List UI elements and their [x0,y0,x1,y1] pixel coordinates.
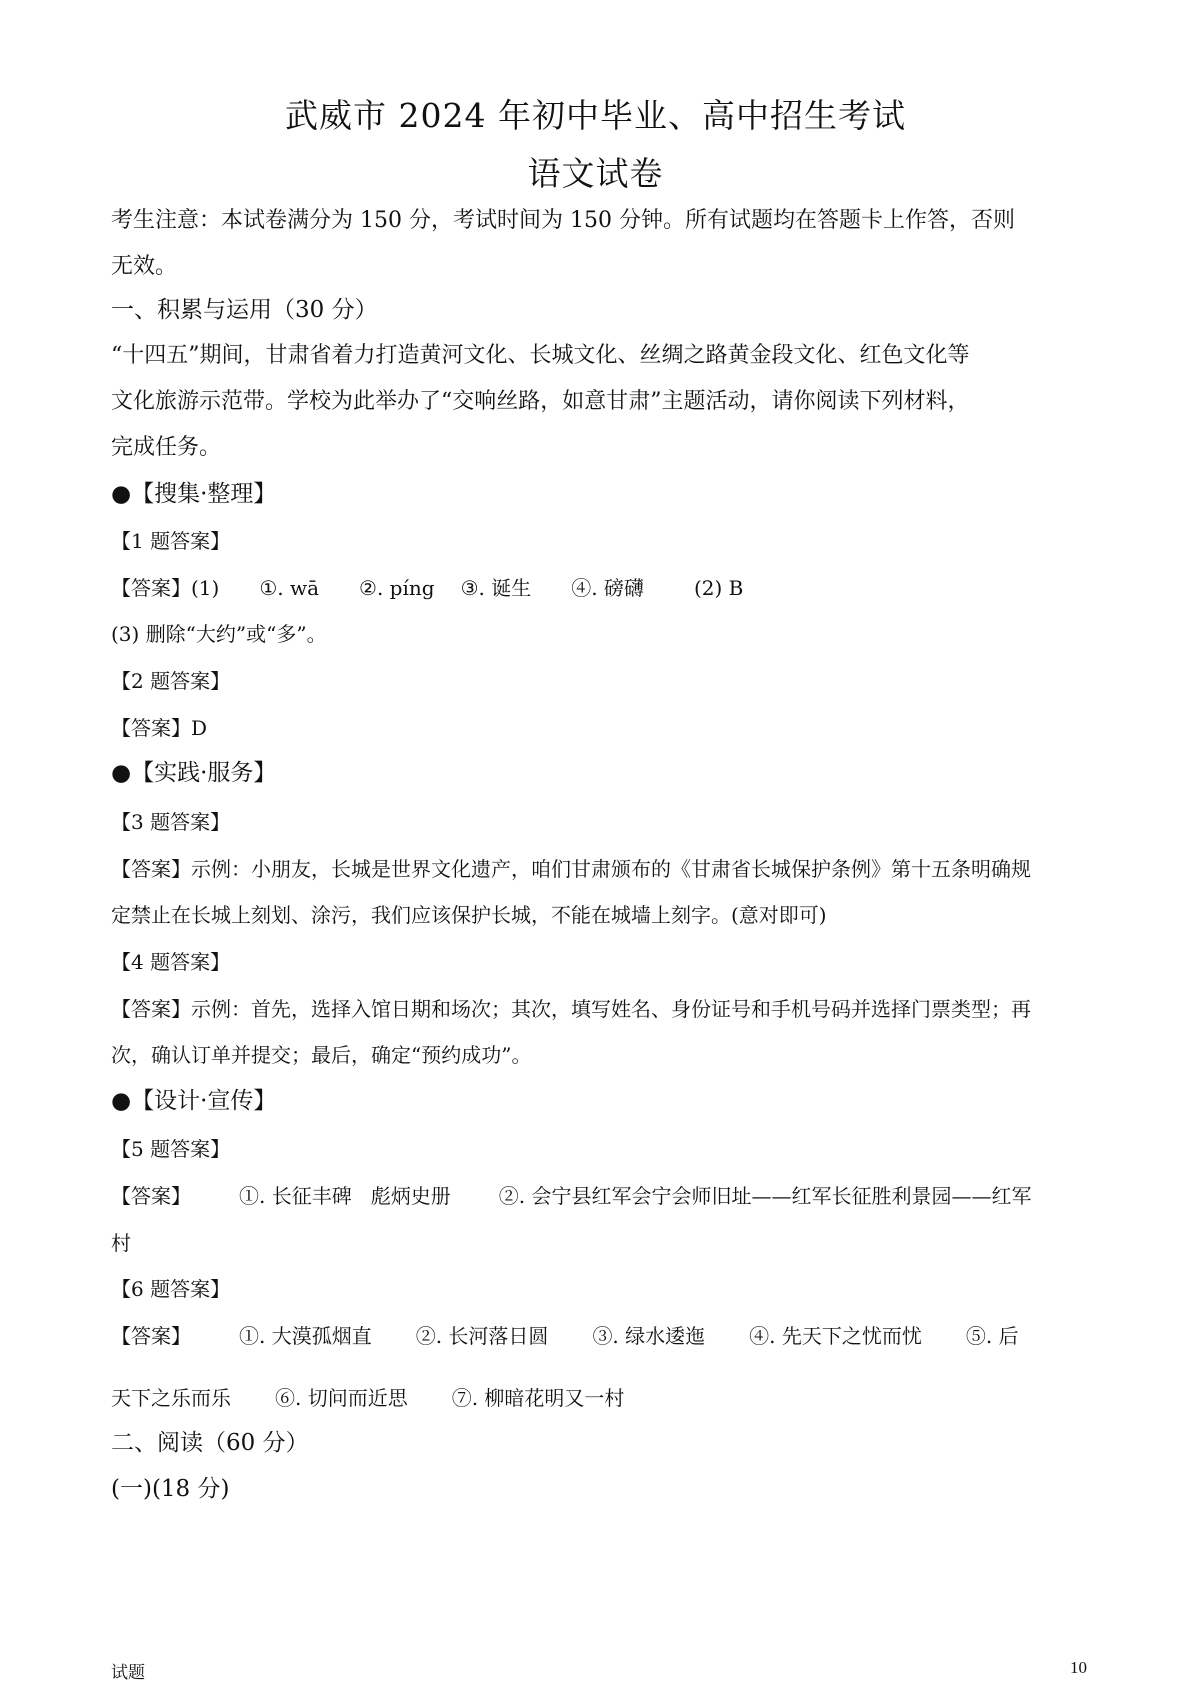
q1-item-3: ③. 诞生 [460,576,532,600]
part2-heading: 二、阅读（60 分） [111,1430,309,1456]
q5-answer-line-2: 村 [111,1231,131,1255]
q1-answer-line-2: (3) 删除“大约”或“多”。 [111,622,327,646]
q1-label: 【1 题答案】 [111,529,231,553]
q1-answer-line [111,576,1091,600]
q6-item-5-cont: 天下之乐而乐 [111,1386,231,1410]
q3-answer-line-2: 定禁止在长城上刻划、涂污，我们应该保护长城，不能在城墙上刻字。(意对即可) [111,903,827,927]
section-collect: ●【搜集·整理】 [111,481,277,507]
q6-item-1: ①. 大漠孤烟直 [239,1324,372,1348]
q1-item-4: ④. 磅礴 [571,576,644,600]
q1-item-5: (2) B [693,576,744,600]
q6-answer-line-2 [111,1386,1091,1410]
page-subtitle: 语文试卷 [527,154,664,193]
q2-answer: 【答案】D [111,716,208,740]
q1-item-1: ①. wā [259,576,320,600]
q6-label: 【6 题答案】 [111,1277,231,1301]
q5-item-1: ①. 长征丰碑 彪炳史册 [239,1184,451,1208]
q2-label: 【2 题答案】 [111,669,231,693]
intro-line-2: 文化旅游示范带。学校为此举办了“交响丝路，如意甘肃”主题活动，请你阅读下列材料， [111,389,970,414]
intro-line-1: “十四五”期间，甘肃省着力打造黄河文化、长城文化、丝绸之路黄金段文化、红色文化等 [111,343,970,368]
q6-item-2: ②. 长河落日圆 [415,1324,549,1348]
q6-item-4: ④. 先天下之忧而忧 [749,1324,922,1348]
q6-item-7: ⑦. 柳暗花明又一村 [451,1386,625,1410]
section-practice: ●【实践·服务】 [111,760,277,786]
q3-label: 【3 题答案】 [111,810,231,834]
notice-line-1: 考生注意：本试卷满分为 150 分，考试时间为 150 分钟。所有试题均在答题卡上作答，否则 [111,208,1015,233]
q4-label: 【4 题答案】 [111,950,231,974]
section-design: ●【设计·宣传】 [111,1088,277,1114]
q6-item-5: ⑤. 后 [965,1324,1019,1348]
q6-answer-line [111,1324,1091,1348]
q5-answer-line [111,1184,1091,1208]
q6-item-6: ⑥. 切问而近思 [275,1386,408,1410]
q6-answer-prefix: 【答案】 [111,1324,191,1348]
q3-answer-line-1: 【答案】示例：小朋友，长城是世界文化遗产，咱们甘肃颁布的《甘肃省长城保护条例》第十五条明确规 [111,857,1031,881]
part1-heading: 一、积累与运用（30 分） [111,297,378,323]
part2-subsection-1: (一)(18 分) [111,1476,230,1502]
notice-line-2: 无效。 [111,254,178,279]
q5-answer-prefix: 【答案】 [111,1184,191,1208]
q1-item-2: ②. píng [359,576,435,600]
q4-answer-line-2: 次，确认订单并提交；最后，确定“预约成功”。 [111,1043,532,1067]
q1-answer-prefix: 【答案】(1) [111,576,220,600]
intro-line-3: 完成任务。 [111,435,222,460]
q5-label: 【5 题答案】 [111,1137,231,1161]
q6-item-3: ③. 绿水逶迤 [592,1324,706,1348]
q4-answer-line-1: 【答案】示例：首先，选择入馆日期和场次；其次，填写姓名、身份证号和手机号码并选择门票类型；再 [111,997,1031,1021]
footer-label: 试题 [111,1663,145,1682]
page-number: 10 [1070,1658,1087,1677]
page-title: 武威市 2024 年初中毕业、高中招生考试 [285,96,906,135]
q5-item-2: ②. 会宁县红军会宁会师旧址——红军长征胜利景园——红军 [498,1184,1032,1208]
